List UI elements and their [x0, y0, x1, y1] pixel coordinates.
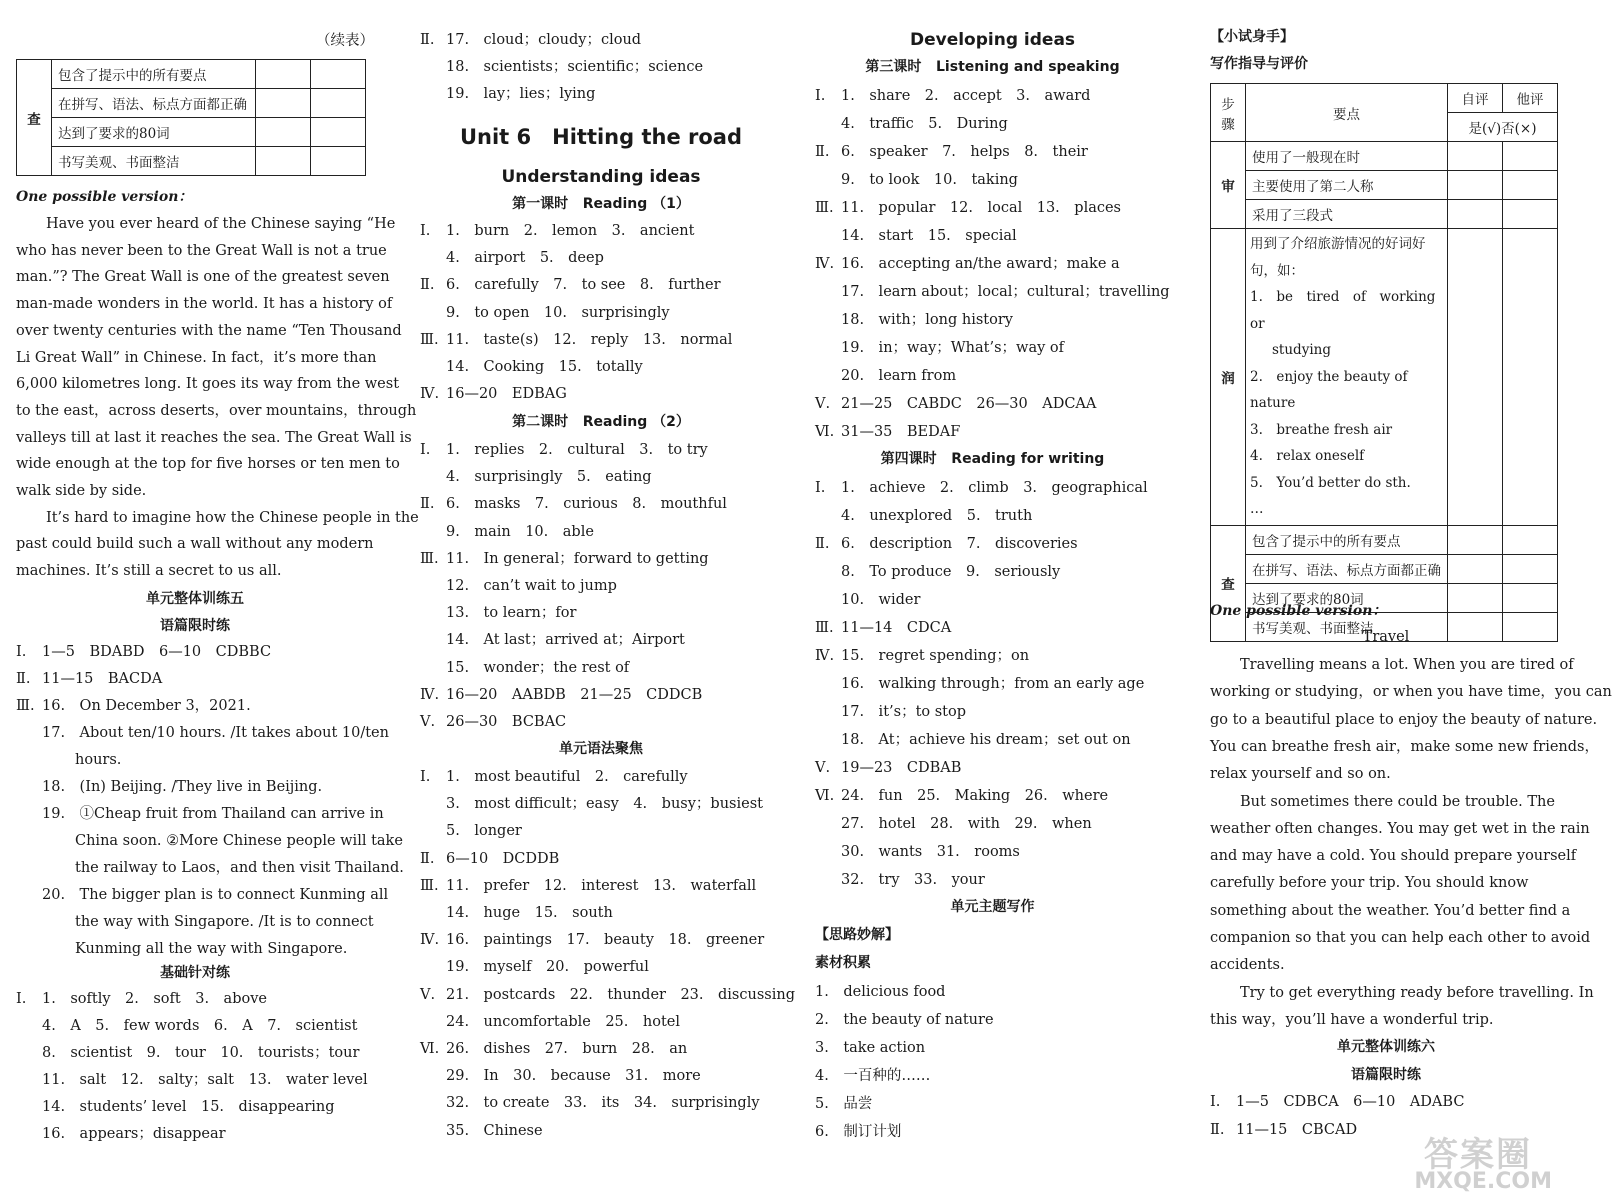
answer-text: 30. wants 31. rooms	[841, 844, 1020, 860]
answer-text: 1—5 BDABD 6—10 CDBBC	[42, 644, 272, 660]
run-cell	[1246, 229, 1448, 526]
thinking-label: 【思路妙解】	[815, 927, 899, 943]
cha-row: 在拼写、语法、标点方面都正确	[1246, 554, 1448, 583]
answer-text: 20. learn from	[841, 368, 957, 384]
answer-text: 11—15 BACDA	[42, 671, 163, 687]
answer-text: 24. uncomfortable 25. hotel	[446, 1013, 681, 1030]
essay-line: accidents.	[1210, 957, 1285, 974]
lesson-cn: 第三课时	[865, 59, 922, 75]
lesson-en: Listening and speaking	[936, 59, 1120, 75]
essay-line: man-made wonders in the world. It has a history of	[16, 296, 393, 313]
lesson-en: Reading （2）	[582, 414, 690, 430]
answer-text: 4. traffic 5. During	[841, 116, 1008, 132]
version-label: One possible version：	[1210, 603, 1387, 619]
grammar-title: 单元语法聚焦	[559, 741, 643, 757]
roman-numeral: Ⅱ.	[420, 277, 435, 294]
answer-text: 27. hotel 28. with 29. when	[841, 816, 1092, 832]
column-1	[16, 0, 419, 1194]
roman-numeral: Ⅰ.	[815, 480, 826, 496]
basic-title: 基础针对练	[160, 965, 230, 981]
answer-text: 6. carefully 7. to see 8. further	[446, 277, 721, 294]
lesson-cn: 第二课时	[512, 414, 569, 430]
answer-text: 1. share 2. accept 3. award	[841, 88, 1091, 104]
run-line: 1. be tired of working or	[1250, 289, 1449, 332]
answer-text: 19—23 CDBAB	[841, 760, 962, 776]
answer-text: 4. A 5. few words 6. A 7. scientist	[42, 1018, 358, 1034]
answer-text: Kunming all the way with Singapore.	[75, 941, 348, 957]
answer-text: 11—15 CBCAD	[1236, 1122, 1358, 1138]
answer-text: 14. Cooking 15. totally	[446, 359, 643, 375]
roman-numeral: Ⅲ.	[815, 200, 834, 216]
roman-numeral: Ⅰ.	[420, 223, 431, 239]
answer-text: 5. longer	[446, 823, 522, 840]
essay-line: this way，you’ll have a wonderful trip.	[1210, 1011, 1494, 1028]
roman-numeral: Ⅰ.	[16, 991, 27, 1007]
roman-numeral: Ⅵ.	[815, 788, 835, 804]
roman-numeral: Ⅳ.	[815, 648, 835, 664]
answer-text: 1. burn 2. lemon 3. ancient	[446, 223, 695, 239]
header-step: 步骤	[1211, 84, 1246, 142]
roman-numeral: Ⅰ.	[815, 88, 826, 104]
material-item: 5. 品尝	[815, 1096, 873, 1112]
answer-text: 11. taste(s) 12. reply 13. normal	[446, 331, 733, 348]
cha-row: 书写美观、书面整洁	[1246, 612, 1448, 641]
lesson-en: Reading for writing	[951, 451, 1105, 467]
roman-numeral: Ⅰ.	[420, 442, 431, 458]
essay-line: 6,000 kilometres long. It goes its way from the west	[16, 376, 400, 393]
answer-text: 1—5 CDBCA 6—10 ADABC	[1236, 1094, 1465, 1110]
answer-text: 14. huge 15. south	[446, 905, 613, 921]
answer-text: 17. cloud；cloudy；cloud	[446, 32, 642, 48]
roman-numeral: Ⅴ.	[420, 986, 436, 1003]
lesson1-title	[420, 195, 782, 213]
answer-text: 8. scientist 9. tour 10. tourists；tour	[42, 1045, 360, 1061]
material-item: 4. 一百种的……	[815, 1068, 931, 1084]
roman-numeral: Ⅵ.	[815, 424, 835, 440]
answer-text: 18. At；achieve his dream；set out on	[841, 732, 1131, 748]
roman-numeral: Ⅰ.	[16, 644, 27, 660]
answer-text: 11. popular 12. local 13. places	[841, 200, 1122, 216]
cha-row: 包含了提示中的所有要点	[1246, 525, 1448, 554]
answer-text: 6. description 7. discoveries	[841, 536, 1078, 552]
version-label: One possible version：	[16, 189, 193, 205]
lesson2-title	[420, 413, 782, 431]
essay-line: weather often changes. You may get wet in the rain	[1210, 820, 1590, 837]
roman-numeral: Ⅴ.	[420, 714, 436, 730]
roman-numeral: Ⅱ.	[16, 671, 31, 687]
roman-numeral: Ⅴ.	[815, 760, 831, 776]
answer-text: 29. In 30. because 31. more	[446, 1068, 701, 1085]
answer-text: 6. speaker 7. helps 8. their	[841, 144, 1088, 160]
lesson-cn: 第一课时	[512, 196, 569, 212]
essay-line: walk side by side.	[16, 483, 147, 499]
essay-line: It’s hard to imagine how the Chinese people in the	[46, 509, 419, 526]
check-row: 达到了要求的80词	[52, 118, 256, 147]
answer-text: 16. paintings 17. beauty 18. greener	[446, 932, 765, 949]
header-other: 他评	[1503, 84, 1558, 113]
answer-text: 9. to open 10. surprisingly	[446, 304, 670, 321]
run-line: 句，如：	[1250, 262, 1304, 279]
roman-numeral: Ⅱ.	[420, 496, 435, 513]
answer-text: 21. postcards 22. thunder 23. discussing	[446, 986, 795, 1003]
shen-row: 使用了一般现在时	[1246, 142, 1448, 171]
essay-line: Try to get everything ready before travelling. In	[1240, 984, 1594, 1001]
run-line: …	[1250, 501, 1264, 517]
answer-text: 14. students’ level 15. disappearing	[42, 1099, 335, 1115]
roman-numeral: Ⅲ.	[420, 877, 439, 894]
run-line: 3. breathe fresh air	[1250, 421, 1393, 438]
step-cha: 查	[1211, 525, 1246, 641]
answer-text: 17. it’s；to stop	[841, 704, 967, 720]
essay-line: valleys till at last it reaches the sea. The Great Wall is	[16, 429, 412, 446]
answer-text: 16—20 EDBAG	[446, 386, 567, 403]
continued-label: （续表）	[316, 33, 374, 49]
essay-line: working or studying，or when you have time，you can	[1210, 684, 1612, 701]
roman-numeral: Ⅱ.	[420, 850, 435, 867]
essay-line: over twenty centuries with the name “Ten Thousand	[16, 322, 402, 339]
shen-row: 采用了三段式	[1246, 200, 1448, 229]
answer-text: 21—25 CABDC 26—30 ADCAA	[841, 396, 1097, 412]
part-title: Understanding ideas	[501, 167, 701, 187]
roman-numeral: Ⅳ.	[420, 386, 440, 403]
run-line: 5. You’d better do sth.	[1250, 474, 1411, 491]
answer-text: 1. replies 2. cultural 3. to try	[446, 442, 708, 458]
roman-numeral: Ⅱ.	[815, 536, 830, 552]
run-line: studying	[1272, 342, 1331, 358]
roman-numeral: Ⅳ.	[815, 256, 835, 272]
answer-text: 15. regret spending；on	[841, 648, 1030, 664]
essay-line: relax yourself and so on.	[1210, 766, 1391, 783]
essay-line: You can breathe fresh air，make some new friends，	[1210, 738, 1599, 755]
step-run: 润	[1211, 229, 1246, 526]
essay-line: who has never been to the Great Wall is not a true	[16, 242, 387, 259]
lesson-en: Reading （1）	[582, 196, 690, 212]
check-row: 包含了提示中的所有要点	[52, 60, 256, 89]
essay-line: and may have a cold. You should prepare yourself	[1210, 848, 1577, 865]
answer-text: 19. in；way；What’s；way of	[841, 340, 1065, 356]
lesson3-title	[815, 58, 1170, 76]
answer-text: 9. to look 10. taking	[841, 172, 1018, 188]
check-table-1	[16, 59, 366, 176]
answer-text: 16. appears；disappear	[42, 1126, 226, 1142]
roman-numeral: Ⅱ.	[420, 32, 435, 48]
answer-text: 17. About ten/10 hours. /It takes about 10/ten	[42, 725, 389, 741]
answer-text: hours.	[75, 752, 122, 768]
answer-text: 19. lay；lies；lying	[446, 86, 596, 102]
essay-line: go to a beautiful place to enjoy the beauty of nature.	[1210, 711, 1598, 728]
subsection-title: 语篇限时练	[1351, 1067, 1421, 1083]
answer-text: 18. scientists；scientific；science	[446, 59, 704, 75]
answer-text: 17. learn about；local；cultural；travelling	[841, 284, 1170, 300]
answer-text: the way with Singapore. /It is to connect	[75, 914, 374, 930]
answer-text: 11. salt 12. salty；salt 13. water level	[42, 1072, 368, 1088]
answer-text: 20. The bigger plan is to connect Kunming all	[42, 887, 389, 903]
material-item: 6. 制订计划	[815, 1124, 902, 1140]
roman-numeral: Ⅰ.	[420, 769, 431, 785]
answer-text: 16—20 AABDB 21—25 CDDCB	[446, 686, 703, 703]
part-title: Developing ideas	[909, 30, 1076, 50]
answer-text: 4. surprisingly 5. eating	[446, 469, 652, 486]
answer-text: 32. try 33. your	[841, 872, 985, 888]
answer-text: 10. wider	[841, 592, 921, 608]
roman-numeral: Ⅵ.	[420, 1041, 440, 1057]
answer-text: 14. At last；arrived at；Airport	[446, 632, 685, 649]
check-row: 在拼写、语法、标点方面都正确	[52, 89, 256, 118]
lesson4-title	[815, 450, 1170, 468]
cha-row: 达到了要求的80词	[1246, 583, 1448, 612]
roman-numeral: Ⅳ.	[420, 686, 440, 703]
column-4	[1210, 0, 1612, 1194]
answer-text: 1. softly 2. soft 3. above	[42, 991, 267, 1007]
answer-text: 16. walking through；from an early age	[841, 676, 1145, 692]
header-self: 自评	[1448, 84, 1503, 113]
answer-text: 9. main 10. able	[446, 523, 594, 540]
answer-text: 31—35 BEDAF	[841, 424, 961, 440]
column-2	[420, 0, 795, 1194]
essay-line: companion so that you can help each other to avoid	[1210, 930, 1591, 946]
essay-line: Li Great Wall” in Chinese. In fact，it’s more than	[16, 349, 377, 366]
answer-text: 4. unexplored 5. truth	[841, 508, 1033, 524]
essay-line: Have you ever heard of the Chinese saying “He	[46, 216, 396, 232]
try-label: 【小试身手】	[1210, 29, 1294, 45]
essay-line: something about the weather. You’d better find a	[1210, 902, 1571, 919]
roman-numeral: Ⅲ.	[815, 620, 834, 636]
roman-numeral: Ⅰ.	[1210, 1094, 1221, 1110]
answer-text: 32. to create 33. its 34. surprisingly	[446, 1095, 760, 1112]
answer-text: 11—14 CDCA	[841, 620, 952, 636]
step-cell: 查	[17, 60, 52, 176]
answer-text: 8. To produce 9. seriously	[841, 564, 1061, 580]
answer-text: 4. airport 5. deep	[446, 250, 604, 267]
answer-text: 11. prefer 12. interest 13. waterfall	[446, 877, 757, 894]
guide-label: 写作指导与评价	[1210, 56, 1308, 72]
material-item: 1. delicious food	[815, 984, 946, 1000]
roman-numeral: Ⅱ.	[1210, 1122, 1225, 1138]
roman-numeral: Ⅳ.	[420, 932, 440, 949]
answer-text: 6—10 DCDDB	[446, 850, 560, 867]
header-yesno: 是(√)否(×)	[1448, 113, 1558, 142]
answer-text: 19. ①Cheap fruit from Thailand can arrive in	[42, 806, 384, 822]
essay-line: man.”? The Great Wall is one of the greatest seven	[16, 269, 390, 286]
writing-title: 单元主题写作	[950, 899, 1035, 915]
shen-row: 主要使用了第二人称	[1246, 171, 1448, 200]
essay-line: past could build such a wall without any modern	[16, 536, 374, 553]
answer-text: 14. start 15. special	[841, 228, 1017, 244]
roman-numeral: Ⅲ.	[420, 550, 439, 567]
roman-numeral: Ⅴ.	[815, 396, 831, 412]
subsection-title: 语篇限时练	[160, 618, 230, 634]
run-line: 用到了介绍旅游情况的好词好	[1250, 236, 1426, 252]
essay-line: But sometimes there could be trouble. The	[1240, 793, 1555, 810]
essay-line: wide enough at the top for five horses or ten men to	[16, 456, 400, 473]
answer-text: 6. masks 7. curious 8. mouthful	[446, 496, 727, 513]
section-title: 单元整体训练五	[146, 591, 244, 607]
answer-text: 26. dishes 27. burn 28. an	[446, 1041, 688, 1057]
run-line: 4. relax oneself	[1250, 448, 1365, 464]
answer-text: 18. (In) Beijing. /They live in Beijing.	[42, 779, 323, 795]
answer-text: 15. wonder；the rest of	[446, 659, 630, 676]
answer-text: 13. to learn；for	[446, 605, 577, 622]
answer-text: 3. most difficult；easy 4. busy；busiest	[446, 796, 763, 813]
unit-title: Unit 6 Hitting the road	[459, 125, 743, 149]
essay-line: to the east，across deserts，over mountains，through	[16, 402, 417, 419]
material-label: 素材积累	[815, 955, 871, 971]
lesson-cn: 第四课时	[880, 451, 937, 467]
answer-text: 1. most beautiful 2. carefully	[446, 769, 688, 785]
material-item: 2. the beauty of nature	[815, 1012, 994, 1028]
answer-text: the railway to Laos，and then visit Thailand.	[75, 860, 404, 876]
column-3	[815, 0, 1170, 1194]
watermark-logo: 答案圈	[1424, 1135, 1532, 1175]
answer-text: 11. In general；forward to getting	[446, 550, 709, 567]
answer-text: 24. fun 25. Making 26. where	[841, 788, 1109, 804]
answer-text: 19. myself 20. powerful	[446, 959, 649, 976]
run-line: 2. enjoy the beauty of nature	[1250, 368, 1408, 411]
answer-text: 1. achieve 2. climb 3. geographical	[841, 480, 1148, 496]
essay-line: Travelling means a lot. When you are tired of	[1240, 657, 1574, 673]
essay-title: Travel	[1362, 629, 1410, 645]
answer-text: 12. can’t wait to jump	[446, 578, 617, 594]
roman-numeral: Ⅲ.	[16, 698, 35, 714]
roman-numeral: Ⅲ.	[420, 331, 439, 348]
essay-line: carefully before your trip. You should know	[1210, 875, 1529, 892]
answer-text: 16. accepting an/the award；make a	[841, 256, 1120, 272]
answer-text: 26—30 BCBAC	[446, 714, 567, 730]
header-key: 要点	[1246, 84, 1448, 142]
answer-text: 18. with；long history	[841, 312, 1013, 328]
roman-numeral: Ⅱ.	[815, 144, 830, 160]
answer-text: 35. Chinese	[446, 1122, 543, 1139]
answer-text: China soon. ②More Chinese people will take	[75, 833, 403, 849]
essay-line: machines. It’s still a secret to us all.	[16, 563, 282, 580]
watermark-url: MXQE.COM	[1414, 1169, 1552, 1194]
evaluation-table	[1210, 83, 1558, 642]
material-item: 3. take action	[815, 1040, 926, 1056]
step-shen: 审	[1211, 142, 1246, 229]
section-title: 单元整体训练六	[1337, 1039, 1435, 1055]
check-row: 书写美观、书面整洁	[52, 147, 256, 176]
answer-text: 16. On December 3，2021.	[42, 698, 251, 714]
